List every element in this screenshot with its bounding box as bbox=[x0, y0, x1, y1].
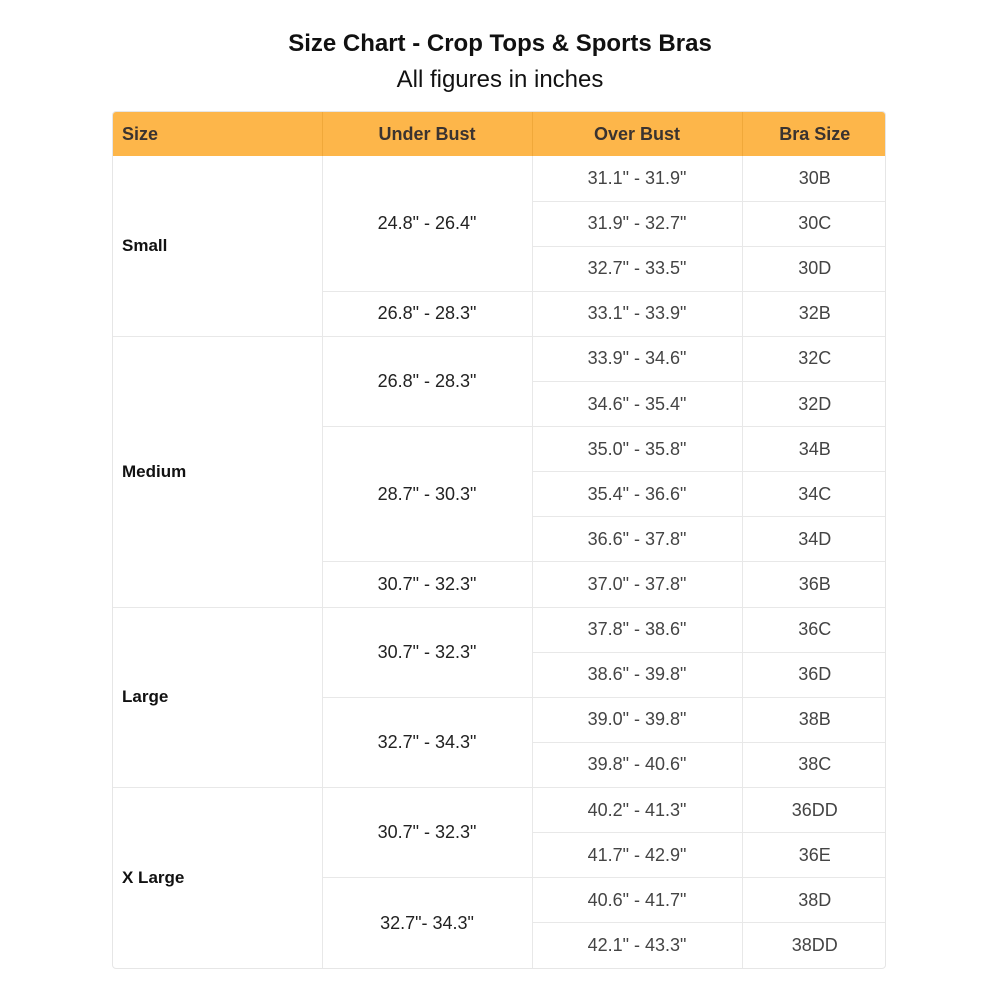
bra-size-cell: 34B bbox=[742, 427, 886, 472]
over-bust-cell: 38.6" - 39.8" bbox=[532, 652, 742, 697]
size-cell: X Large bbox=[113, 788, 322, 968]
bra-size-cell: 32B bbox=[742, 291, 886, 336]
over-bust-cell: 35.4" - 36.6" bbox=[532, 472, 742, 517]
bra-size-cell: 36C bbox=[742, 607, 886, 652]
over-bust-cell: 39.8" - 40.6" bbox=[532, 742, 742, 787]
over-bust-cell: 37.0" - 37.8" bbox=[532, 562, 742, 607]
bra-size-cell: 30C bbox=[742, 201, 886, 246]
page-title: Size Chart - Crop Tops & Sports Bras bbox=[288, 30, 712, 57]
over-bust-cell: 33.9" - 34.6" bbox=[532, 336, 742, 381]
bra-size-cell: 38DD bbox=[742, 923, 886, 968]
over-bust-cell: 40.2" - 41.3" bbox=[532, 788, 742, 833]
over-bust-cell: 42.1" - 43.3" bbox=[532, 923, 742, 968]
over-bust-cell: 32.7" - 33.5" bbox=[532, 246, 742, 291]
under-bust-cell: 26.8" - 28.3" bbox=[322, 336, 532, 426]
bra-size-cell: 36E bbox=[742, 833, 886, 878]
under-bust-cell: 32.7" - 34.3" bbox=[322, 697, 532, 787]
header-row bbox=[113, 112, 886, 156]
bra-size-cell: 34C bbox=[742, 472, 886, 517]
under-bust-cell: 26.8" - 28.3" bbox=[322, 291, 532, 336]
under-bust-cell: 32.7"- 34.3" bbox=[322, 878, 532, 968]
over-bust-cell: 31.1" - 31.9" bbox=[532, 156, 742, 201]
over-bust-cell: 37.8" - 38.6" bbox=[532, 607, 742, 652]
size-cell: Small bbox=[113, 156, 322, 336]
table-row bbox=[113, 788, 886, 833]
header-size: Size bbox=[113, 112, 322, 156]
bra-size-cell: 32C bbox=[742, 336, 886, 381]
over-bust-cell: 41.7" - 42.9" bbox=[532, 833, 742, 878]
size-cell: Large bbox=[113, 607, 322, 787]
bra-size-cell: 38B bbox=[742, 697, 886, 742]
under-bust-cell: 30.7" - 32.3" bbox=[322, 788, 532, 878]
bra-size-cell: 34D bbox=[742, 517, 886, 562]
over-bust-cell: 39.0" - 39.8" bbox=[532, 697, 742, 742]
under-bust-cell: 24.8" - 26.4" bbox=[322, 156, 532, 291]
under-bust-cell: 30.7" - 32.3" bbox=[322, 562, 532, 607]
over-bust-cell: 34.6" - 35.4" bbox=[532, 382, 742, 427]
header-under-bust: Under Bust bbox=[322, 112, 532, 156]
table-row bbox=[113, 336, 886, 381]
size-cell: Medium bbox=[113, 336, 322, 607]
over-bust-cell: 35.0" - 35.8" bbox=[532, 427, 742, 472]
bra-size-cell: 36DD bbox=[742, 788, 886, 833]
header-over-bust: Over Bust bbox=[532, 112, 742, 156]
over-bust-cell: 33.1" - 33.9" bbox=[532, 291, 742, 336]
table-row bbox=[113, 607, 886, 652]
over-bust-cell: 36.6" - 37.8" bbox=[532, 517, 742, 562]
size-chart-table-container bbox=[112, 111, 886, 969]
bra-size-cell: 32D bbox=[742, 382, 886, 427]
over-bust-cell: 31.9" - 32.7" bbox=[532, 201, 742, 246]
table-header bbox=[113, 112, 886, 156]
size-chart-table bbox=[113, 112, 886, 968]
over-bust-cell: 40.6" - 41.7" bbox=[532, 878, 742, 923]
header-bra-size: Bra Size bbox=[742, 112, 886, 156]
table-row bbox=[113, 156, 886, 201]
page-subtitle: All figures in inches bbox=[396, 66, 604, 93]
under-bust-cell: 30.7" - 32.3" bbox=[322, 607, 532, 697]
bra-size-cell: 38D bbox=[742, 878, 886, 923]
bra-size-cell: 30D bbox=[742, 246, 886, 291]
bra-size-cell: 36D bbox=[742, 652, 886, 697]
table-body bbox=[113, 156, 886, 968]
under-bust-cell: 28.7" - 30.3" bbox=[322, 427, 532, 562]
bra-size-cell: 36B bbox=[742, 562, 886, 607]
bra-size-cell: 38C bbox=[742, 742, 886, 787]
bra-size-cell: 30B bbox=[798, 167, 831, 188]
